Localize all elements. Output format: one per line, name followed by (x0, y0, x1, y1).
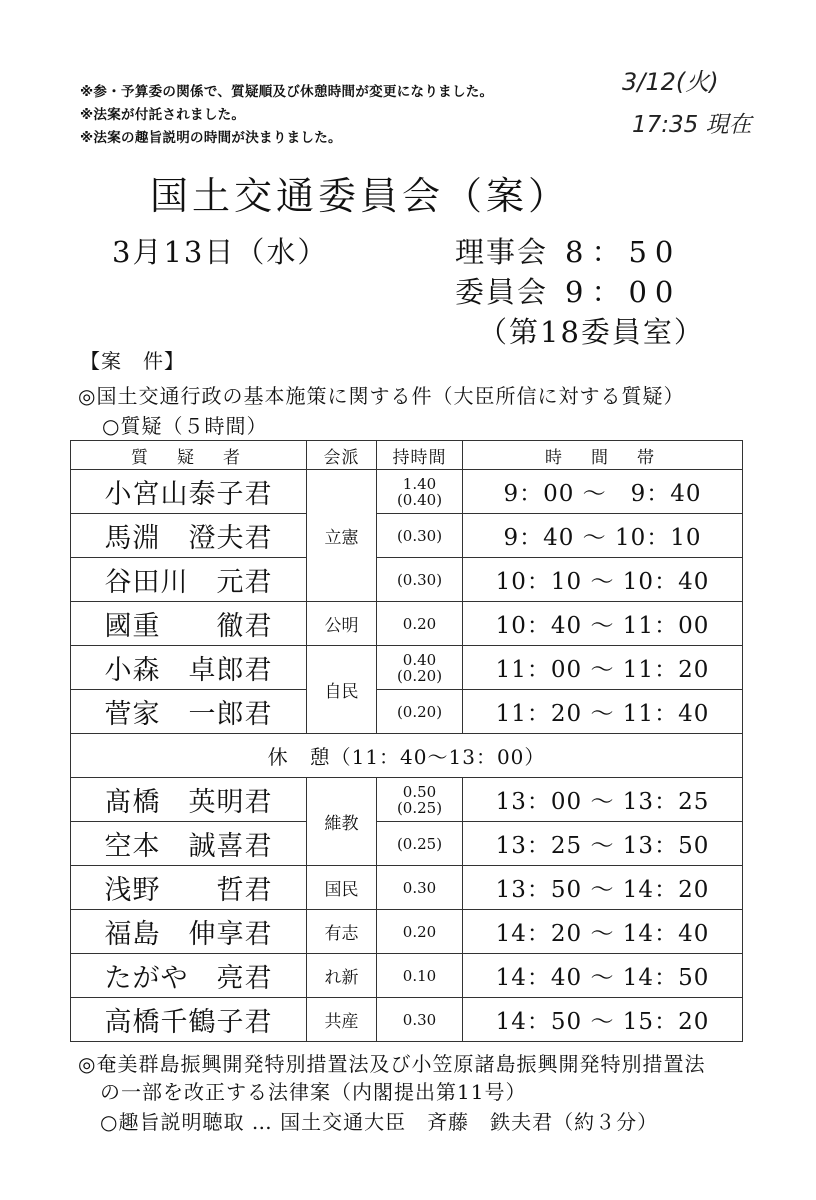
party-cell: 国民 (307, 866, 377, 910)
hold-time-secondary: (0.40) (396, 490, 443, 509)
table-row (71, 778, 743, 822)
party-cell: れ新 (307, 954, 377, 998)
table-row (71, 646, 743, 690)
hold-time (377, 646, 463, 690)
recess-cell: 休 憩（11：40～13：00） (71, 734, 743, 778)
table-row (71, 910, 743, 954)
header-questioner: 質 疑 者 (71, 441, 307, 470)
questioner-name: 福島 伸享君 (71, 910, 307, 954)
notice-line-3: ※法案の趣旨説明の時間が決まりました。 (80, 130, 342, 146)
header-party: 会派 (307, 441, 377, 470)
table-row (71, 822, 743, 866)
agenda-item-2-line-3: ○趣旨説明聴取 … 国土交通大臣 斉藤 鉄夫君（約３分） (100, 1110, 659, 1134)
questioner-name: 浅野 哲君 (71, 866, 307, 910)
time-slot: 9：00 ～ 9：40 (463, 470, 743, 514)
header-hold-time: 持時間 (377, 441, 463, 470)
questioner-name: 高橋千鶴子君 (71, 998, 307, 1042)
party-cell: 共産 (307, 998, 377, 1042)
hold-time (377, 470, 463, 514)
questioner-name: 國重 徹君 (71, 602, 307, 646)
questioner-name: 髙橋 英明君 (71, 778, 307, 822)
hold-time-primary: 0.50 (402, 782, 437, 801)
questioner-name: たがや 亮君 (71, 954, 307, 998)
questioner-schedule-table (70, 440, 743, 1042)
table-header-row (71, 441, 743, 470)
questioner-name: 菅家 一郎君 (71, 690, 307, 734)
party-cell: 有志 (307, 910, 377, 954)
hold-time-secondary: (0.20) (396, 666, 443, 685)
hold-time: 0.30 (377, 998, 463, 1042)
questioner-name: 小宮山泰子君 (71, 470, 307, 514)
header-time-slot: 時 間 帯 (463, 441, 743, 470)
handwritten-date: 3/12(火) (622, 68, 719, 96)
hold-time: 0.30 (377, 866, 463, 910)
hold-time: 0.20 (377, 602, 463, 646)
party-cell: 維教 (307, 778, 377, 866)
iinkai-time: 9：00 (565, 275, 682, 309)
time-slot: 9：40 ～ 10：10 (463, 514, 743, 558)
party-cell: 立憲 (307, 470, 377, 602)
meeting-room: （第18委員室） (478, 315, 705, 349)
meeting-date: 3月13日（水） (112, 235, 329, 269)
agenda-heading: 【案 件】 (80, 349, 185, 373)
hold-time: 0.10 (377, 954, 463, 998)
iinkai-label: 委員会 (455, 275, 549, 309)
hold-time (377, 778, 463, 822)
hold-time-primary: 0.40 (402, 650, 437, 669)
time-slot: 11：20 ～ 11：40 (463, 690, 743, 734)
table-row (71, 690, 743, 734)
hold-time-primary: 1.40 (402, 474, 437, 493)
hold-time: 0.20 (377, 910, 463, 954)
hold-time: (0.25) (377, 822, 463, 866)
agenda-item-1-title: ◎国土交通行政の基本施策に関する件（大臣所信に対する質疑） (78, 384, 685, 408)
notice-line-2: ※法案が付託されました。 (80, 107, 246, 123)
party-cell: 公明 (307, 602, 377, 646)
party-cell: 自民 (307, 646, 377, 734)
questioner-name: 馬淵 澄夫君 (71, 514, 307, 558)
recess-row (71, 734, 743, 778)
rijikai-label: 理事会 (455, 235, 549, 269)
questioner-name: 谷田川 元君 (71, 558, 307, 602)
agenda-item-2-line-1: ◎奄美群島振興開発特別措置法及び小笠原諸島振興開発特別措置法 (78, 1052, 706, 1076)
page-title: 国土交通委員会（案） (150, 174, 571, 218)
handwritten-time: 17:35 現在 (632, 112, 752, 138)
time-slot: 14：20 ～ 14：40 (463, 910, 743, 954)
table-row (71, 602, 743, 646)
agenda-item-1-sub: ○質疑（５時間） (102, 414, 268, 438)
agenda-item-2-line-2: の一部を改正する法律案（内閣提出第11号） (100, 1080, 527, 1104)
time-slot: 14：50 ～ 15：20 (463, 998, 743, 1042)
table-row (71, 866, 743, 910)
hold-time: (0.30) (377, 558, 463, 602)
time-slot: 13：00 ～ 13：25 (463, 778, 743, 822)
time-slot: 14：40 ～ 14：50 (463, 954, 743, 998)
questioner-name: 空本 誠喜君 (71, 822, 307, 866)
hold-time: (0.20) (377, 690, 463, 734)
table-row (71, 514, 743, 558)
time-slot: 10：10 ～ 10：40 (463, 558, 743, 602)
table-row (71, 998, 743, 1042)
notice-line-1: ※参・予算委の関係で、質疑順及び休憩時間が変更になりました。 (80, 84, 494, 100)
time-slot: 10：40 ～ 11：00 (463, 602, 743, 646)
hold-time-secondary: (0.25) (396, 798, 443, 817)
rijikai-time: 8：50 (565, 235, 682, 269)
questioner-name: 小森 卓郎君 (71, 646, 307, 690)
table-row (71, 470, 743, 514)
table-row (71, 954, 743, 998)
hold-time: (0.30) (377, 514, 463, 558)
time-slot: 13：25 ～ 13：50 (463, 822, 743, 866)
time-slot: 13：50 ～ 14：20 (463, 866, 743, 910)
table-row (71, 558, 743, 602)
time-slot: 11：00 ～ 11：20 (463, 646, 743, 690)
